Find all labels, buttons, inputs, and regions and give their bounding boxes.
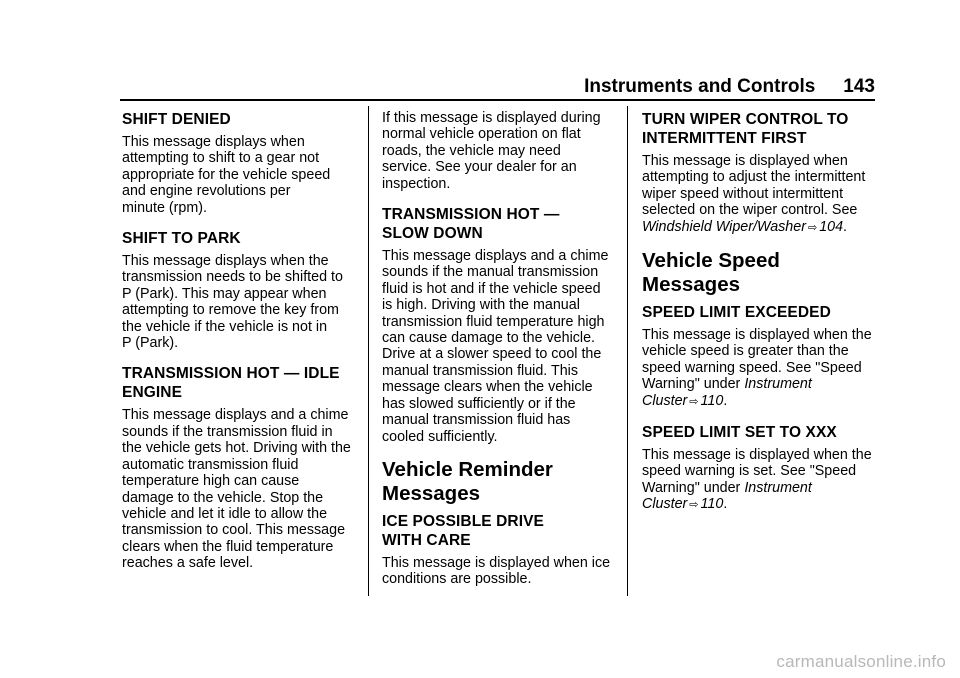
body-text: This message is displayed when the speed warning is set. See "Speed Warning" under [642,447,872,496]
page-header [120,70,875,98]
reference-title: Windshield Wiper/Washer [642,218,806,235]
reference-page: 110 [700,496,724,513]
section-vehicle-speed: Vehicle Speed Messages [642,249,780,297]
body-wiper-control [642,153,874,236]
body-continued: If this message is displayed during normal vehicle operation on flat roads, the vehicle may need service. See your dealer for an inspection. [382,110,601,192]
body-speed-limit-exceeded [642,327,874,410]
page-number: 143 [843,76,875,97]
punctuation: . [723,392,728,409]
reference-page: 110 [700,392,724,409]
body-text: This message is displayed when the vehicle speed is greater than the speed warning speed. See "Speed Warning" under [642,327,872,393]
page-arrow-icon: ⇨ [807,221,818,234]
body-shift-to-park: This message displays when the transmission needs to be shifted to P (Park). This may appear when attempting to remove the key from the vehicle if the vehicle is not in P (Park). [122,253,343,352]
heading-line: ENGINE [122,384,183,402]
body-speed-limit-set [642,447,874,514]
reference-title: Cluster [642,392,688,409]
heading-line: WITH CARE [382,531,471,549]
heading-line: TURN WIPER CONTROL TO [642,111,849,128]
section-vehicle-reminder [382,458,614,506]
section-title: Instruments and Controls [584,76,816,97]
heading-ice-possible [382,512,614,550]
column-divider [368,106,369,596]
reference-page: 104 [819,218,844,235]
heading-line: Messages [382,481,481,505]
column-1 [122,110,354,585]
heading-line: TRANSMISSION HOT — [382,206,560,224]
cross-reference-link[interactable] [642,219,843,235]
heading-line: Vehicle Reminder [382,457,553,481]
body-ice-possible: This message is displayed when ice conditions are possible. [382,554,611,588]
heading-wiper-control [642,110,874,148]
punctuation: . [723,496,728,513]
reference-title: Instrument [744,479,812,496]
watermark: carmanualsonline.info [776,652,946,671]
reference-title: Instrument [744,376,812,393]
heading-line: ICE POSSIBLE DRIVE [382,512,544,530]
column-3 [642,110,874,527]
column-divider [627,106,628,596]
heading-line: INTERMITTENT FIRST [642,130,807,147]
heading-transmission-hot-idle [122,364,354,402]
body-text: This message is displayed when attempting to adjust the intermittent wiper speed without intermittent selected on the wiper control. See [642,153,866,219]
heading-shift-denied: SHIFT DENIED [122,111,231,128]
heading-shift-to-park: SHIFT TO PARK [122,230,241,248]
heading-speed-limit-exceeded: SPEED LIMIT EXCEEDED [642,304,831,322]
heading-line: SLOW DOWN [382,225,483,243]
column-2 [382,110,614,601]
header-rule [120,99,875,101]
page-arrow-icon: ⇨ [689,499,699,512]
heading-speed-limit-set: SPEED LIMIT SET TO XXX [642,424,837,442]
page-arrow-icon: ⇨ [689,395,699,408]
body-transmission-hot-slow: This message displays and a chime sounds if the manual transmission fluid is hot and if the vehicle speed is high. Driving with the manual transmission fluid temperature high can cause damage to the vehicle. Drive at a slower speed to cool the manual transmission fluid. This message clears when the vehicle has slowed sufficiently or if the manual transmission fluid has cooled sufficiently. [382,248,609,445]
reference-title: Cluster [642,496,688,513]
body-shift-denied: This message displays when attempting to shift to a gear not appropriate for the vehicle speed and engine revolutions per minute (rpm). [122,134,331,216]
heading-transmission-hot-slow [382,205,614,243]
heading-line: TRANSMISSION HOT — IDLE [122,365,340,383]
punctuation: . [843,218,848,235]
body-transmission-hot-idle: This message displays and a chime sounds if the transmission fluid in the vehicle gets hot. Driving with the automatic transmission fluid temperature high can cause damage to the vehicle. Stop the vehicle and let it idle to allow the transmission to cool. This message clears when the fluid temperature reaches a safe level. [122,407,351,572]
